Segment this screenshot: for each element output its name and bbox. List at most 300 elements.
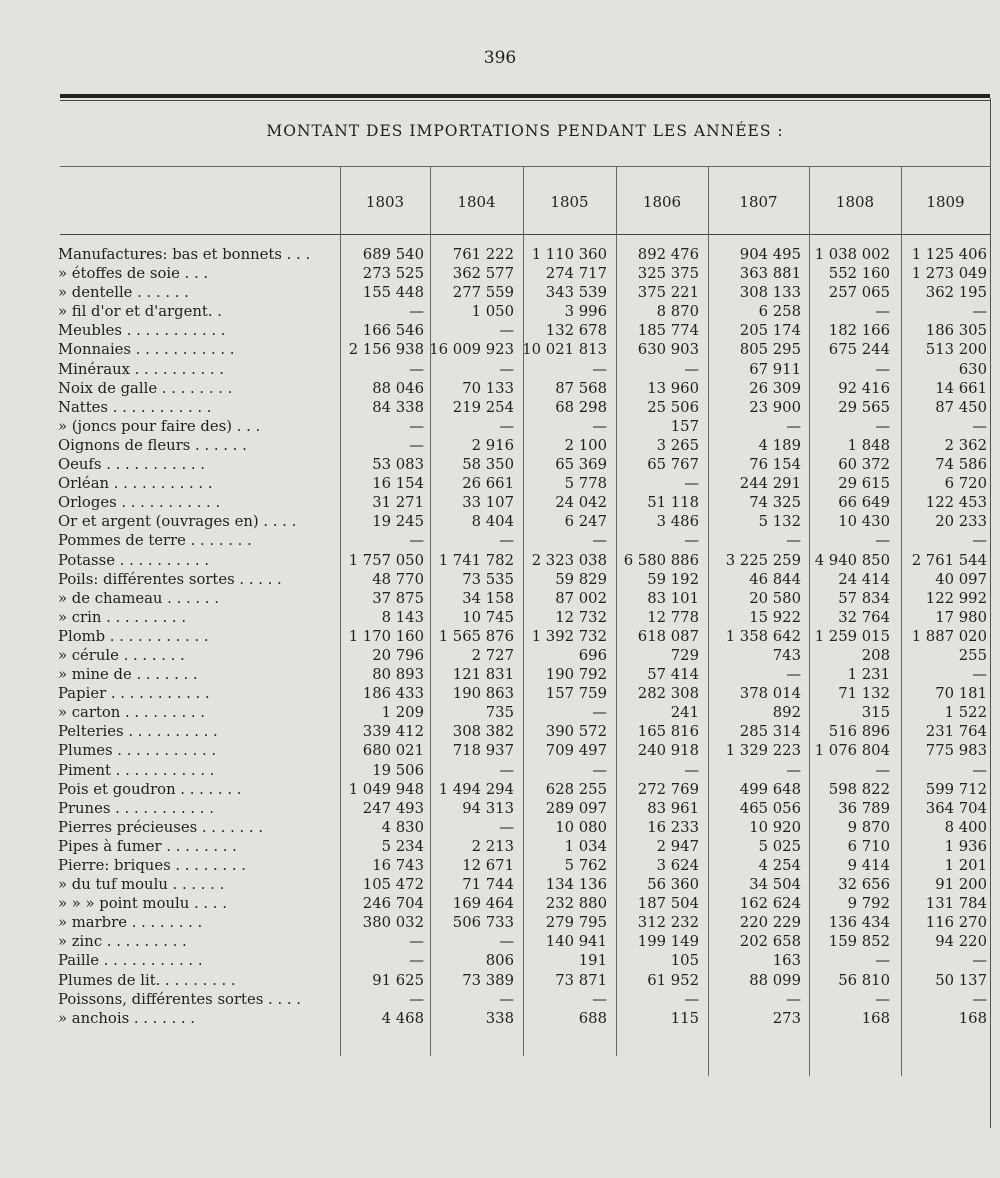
cell-1803: — [409, 360, 424, 378]
table-row [0, 302, 1000, 321]
cell-1806: 325 375 [637, 265, 699, 283]
table-row [0, 932, 1000, 951]
cell-1804: 2 727 [471, 646, 514, 664]
cell-1803: 31 271 [372, 494, 424, 512]
year-header-bottom-rule [60, 234, 990, 235]
cell-1804: 94 313 [462, 799, 514, 817]
cell-1807: 10 920 [749, 818, 801, 836]
row-label: » cérule . . . . . . . [58, 646, 185, 664]
cell-1805: 1 034 [564, 837, 607, 855]
cell-1808: — [875, 952, 890, 970]
cell-1809: 40 097 [935, 570, 987, 588]
cell-1807: 23 900 [749, 398, 801, 416]
row-label: Minéraux . . . . . . . . . . [58, 360, 225, 378]
cell-1807: 76 154 [749, 456, 801, 474]
table-row [0, 589, 1000, 608]
cell-1804: 2 213 [471, 837, 514, 855]
cell-1807: 3 225 259 [725, 551, 801, 569]
cell-1806: 3 486 [656, 513, 699, 531]
cell-1803: 273 525 [362, 265, 424, 283]
row-label: Prunes . . . . . . . . . . . [58, 799, 214, 817]
cell-1809: 122 453 [925, 494, 987, 512]
cell-1803: 105 472 [362, 876, 424, 894]
cell-1807: 205 174 [739, 322, 801, 340]
row-label: Orléan . . . . . . . . . . . [58, 475, 213, 493]
cell-1804: 34 158 [462, 589, 514, 607]
cell-1809: — [972, 952, 987, 970]
cell-1808: — [875, 303, 890, 321]
cell-1808: — [875, 360, 890, 378]
header-rule-thick [60, 94, 990, 98]
row-label: Potasse . . . . . . . . . . [58, 551, 210, 569]
row-label: Nattes . . . . . . . . . . . [58, 398, 212, 416]
cell-1803: 37 875 [372, 589, 424, 607]
cell-1807: 67 911 [749, 360, 801, 378]
row-label: » mine de . . . . . . . [58, 666, 198, 684]
cell-1809: — [972, 303, 987, 321]
cell-1809: 1 273 049 [911, 265, 987, 283]
cell-1807: 743 [772, 646, 801, 664]
cell-1806: 630 903 [637, 341, 699, 359]
cell-1804: 1 741 782 [438, 551, 514, 569]
cell-1808: 6 710 [847, 837, 890, 855]
cell-1806: 3 624 [656, 857, 699, 874]
cell-1805: 68 298 [555, 398, 607, 416]
table-row [0, 360, 1000, 379]
cell-1807: 46 844 [749, 570, 801, 588]
row-label: Plomb . . . . . . . . . . . [58, 627, 209, 645]
cell-1806: — [684, 532, 699, 550]
cell-1807: 15 922 [749, 608, 801, 626]
cell-1805: 87 002 [555, 589, 607, 607]
table-row [0, 245, 1000, 264]
cell-1807: 1 329 223 [725, 742, 801, 760]
cell-1808: 66 649 [838, 494, 890, 512]
row-label: Plumes . . . . . . . . . . . [58, 742, 217, 760]
cell-1804: 1 050 [471, 303, 514, 321]
table-row [0, 818, 1000, 837]
table-row [0, 321, 1000, 340]
cell-1808: 56 810 [838, 971, 890, 989]
row-label: » fil d'or et d'argent. . [58, 303, 222, 321]
cell-1805: — [592, 417, 607, 435]
table-row [0, 722, 1000, 741]
cell-1803: 16 743 [372, 857, 424, 874]
cell-1804: 70 133 [462, 379, 514, 397]
cell-1807: 202 658 [739, 933, 801, 951]
cell-1808: 168 [861, 1009, 890, 1027]
header-rule-thin [60, 100, 990, 101]
row-label: » étoffes de soie . . . [58, 265, 209, 283]
table-row [0, 684, 1000, 703]
cell-1803: 339 412 [362, 723, 424, 741]
cell-1807: — [786, 666, 801, 684]
cell-1809: 70 181 [935, 685, 987, 703]
row-label: Pommes de terre . . . . . . . [58, 532, 252, 550]
cell-1805: 274 717 [545, 265, 607, 283]
row-label: Pois et goudron . . . . . . . [58, 780, 242, 798]
table-row [0, 512, 1000, 531]
cell-1809: — [972, 990, 987, 1008]
page-number: 396 [483, 48, 517, 68]
cell-1807: 499 648 [739, 780, 801, 798]
cell-1803: 1 757 050 [348, 551, 424, 569]
cell-1809: — [972, 417, 987, 435]
row-label: » crin . . . . . . . . . [58, 608, 187, 626]
cell-1804: 806 [485, 952, 514, 970]
cell-1803: 1 170 160 [348, 627, 424, 645]
row-label: Monnaies . . . . . . . . . . . [58, 341, 235, 359]
cell-1808: 257 065 [828, 284, 890, 302]
row-label: Poissons, différentes sortes . . . . [58, 990, 301, 1008]
cell-1803: 4 830 [381, 818, 424, 836]
table-row [0, 646, 1000, 665]
cell-1804: — [499, 360, 514, 378]
cell-1803: — [409, 933, 424, 951]
cell-1808: 552 160 [828, 265, 890, 283]
row-label: Manufactures: bas et bonnets . . . [58, 246, 311, 263]
cell-1804: 73 389 [462, 971, 514, 989]
cell-1806: 12 778 [647, 608, 699, 626]
cell-1809: 186 305 [925, 322, 987, 340]
row-label: » anchois . . . . . . . [58, 1009, 196, 1027]
cell-1806: 51 118 [647, 494, 699, 512]
table-title: MONTANT DES IMPORTATIONS PENDANT LES ANNÉES : [266, 122, 784, 140]
cell-1803: 2 156 938 [348, 341, 424, 359]
table-row [0, 570, 1000, 589]
cell-1803: 8 143 [381, 608, 424, 626]
cell-1806: 199 149 [637, 933, 699, 951]
row-label: » dentelle . . . . . . [58, 284, 189, 302]
cell-1808: — [875, 990, 890, 1008]
cell-1805: 191 [578, 952, 607, 970]
cell-1808: 60 372 [838, 456, 890, 474]
cell-1803: 186 433 [362, 685, 424, 703]
cell-1805: 134 136 [545, 876, 607, 894]
cell-1807: 162 624 [739, 895, 801, 913]
cell-1806: 282 308 [637, 685, 699, 703]
table-row [0, 493, 1000, 512]
year-header-1804: 1804 [457, 193, 496, 211]
cell-1809: 362 195 [925, 284, 987, 302]
cell-1804: 1 565 876 [438, 627, 514, 645]
cell-1806: 56 360 [647, 876, 699, 894]
year-header-1805: 1805 [550, 193, 589, 211]
row-label: » zinc . . . . . . . . . [58, 933, 187, 951]
cell-1807: 285 314 [739, 723, 801, 741]
row-label: » marbre . . . . . . . . [58, 914, 203, 932]
cell-1808: 136 434 [828, 914, 890, 932]
table-row [0, 703, 1000, 722]
cell-1807: 244 291 [739, 475, 801, 493]
cell-1805: 289 097 [545, 799, 607, 817]
cell-1804: 362 577 [452, 265, 514, 283]
cell-1805: 6 247 [564, 513, 607, 531]
cell-1803: 16 154 [372, 475, 424, 493]
cell-1804: 308 382 [452, 723, 514, 741]
cell-1807: 163 [772, 952, 801, 970]
cell-1803: — [409, 303, 424, 321]
cell-1804: 33 107 [462, 494, 514, 512]
cell-1808: — [875, 761, 890, 779]
row-label: Paille . . . . . . . . . . . [58, 952, 203, 970]
cell-1809: 168 [958, 1009, 987, 1027]
cell-1809: 91 200 [935, 876, 987, 894]
cell-1809: 1 936 [944, 837, 987, 855]
row-label: » de chameau . . . . . . [58, 589, 219, 607]
cell-1808: 57 834 [838, 589, 890, 607]
cell-1807: 20 580 [749, 589, 801, 607]
cell-1804: — [499, 532, 514, 550]
cell-1804: — [499, 417, 514, 435]
cell-1809: — [972, 532, 987, 550]
cell-1804: 735 [485, 704, 514, 722]
year-header-1809: 1809 [926, 193, 965, 211]
year-header-1806: 1806 [642, 193, 682, 211]
cell-1803: 247 493 [362, 799, 424, 817]
table-row [0, 283, 1000, 302]
cell-1809: 87 450 [935, 398, 987, 416]
table-row [0, 474, 1000, 493]
table-row [0, 913, 1000, 932]
cell-1804: 12 671 [462, 857, 514, 874]
table-row [0, 417, 1000, 436]
cell-1803: — [409, 417, 424, 435]
cell-1809: 1 887 020 [911, 627, 987, 645]
row-label: Oignons de fleurs . . . . . . [58, 436, 247, 454]
row-label: » du tuf moulu . . . . . . [58, 876, 225, 894]
cell-1809: 14 661 [935, 379, 987, 397]
cell-1809: 74 586 [935, 456, 987, 474]
cell-1809: — [972, 761, 987, 779]
cell-1804: 2 916 [471, 436, 514, 454]
cell-1804: 219 254 [452, 398, 514, 416]
table-row [0, 856, 1000, 875]
row-label: Oeufs . . . . . . . . . . . [58, 456, 205, 474]
cell-1806: — [684, 360, 699, 378]
cell-1806: 157 [670, 417, 699, 435]
cell-1803: 20 796 [372, 646, 424, 664]
cell-1809: 8 400 [944, 818, 987, 836]
table-row [0, 894, 1000, 913]
cell-1808: 1 076 804 [814, 742, 890, 760]
cell-1806: 3 265 [656, 436, 699, 454]
cell-1808: 24 414 [838, 570, 890, 588]
cell-1809: 513 200 [925, 341, 987, 359]
cell-1806: 729 [670, 646, 699, 664]
cell-1806: 892 476 [637, 246, 699, 263]
table-row [0, 741, 1000, 760]
cell-1803: 155 448 [362, 284, 424, 302]
cell-1807: 904 495 [739, 246, 801, 263]
table-row [0, 531, 1000, 550]
cell-1805: 232 880 [545, 895, 607, 913]
cell-1803: — [409, 436, 424, 454]
cell-1808: 36 789 [838, 799, 890, 817]
cell-1805: 59 829 [555, 570, 607, 588]
cell-1808: 32 764 [838, 608, 890, 626]
cell-1807: 4 254 [758, 857, 801, 874]
row-label: Or et argent (ouvrages en) . . . . [58, 513, 297, 531]
table-row [0, 608, 1000, 627]
cell-1809: 775 983 [925, 742, 987, 760]
cell-1807: 892 [772, 704, 801, 722]
cell-1803: 5 234 [381, 837, 424, 855]
table-row [0, 799, 1000, 818]
cell-1807: 6 258 [758, 303, 801, 321]
cell-1804: 169 464 [452, 895, 514, 913]
cell-1805: — [592, 990, 607, 1008]
cell-1808: 9 414 [847, 857, 890, 874]
cell-1806: 241 [670, 704, 699, 722]
cell-1807: 34 504 [749, 876, 801, 894]
cell-1806: 115 [670, 1009, 699, 1027]
cell-1804: — [499, 933, 514, 951]
cell-1804: 10 745 [462, 608, 514, 626]
cell-1807: 805 295 [739, 341, 801, 359]
cell-1808: 4 940 850 [814, 551, 890, 569]
cell-1809: 599 712 [925, 780, 987, 798]
cell-1803: — [409, 990, 424, 1008]
cell-1808: 516 896 [828, 723, 890, 741]
cell-1807: 220 229 [739, 914, 801, 932]
cell-1805: 65 369 [555, 456, 607, 474]
cell-1805: 10 080 [555, 818, 607, 836]
table-row [0, 990, 1000, 1009]
cell-1803: 19 245 [372, 513, 424, 531]
row-label: » (joncs pour faire des) . . . [58, 417, 261, 435]
cell-1806: 618 087 [637, 627, 699, 645]
cell-1809: 364 704 [925, 799, 987, 817]
cell-1804: 73 535 [462, 570, 514, 588]
cell-1804: 121 831 [452, 666, 514, 684]
cell-1804: 190 863 [452, 685, 514, 703]
cell-1805: 343 539 [545, 284, 607, 302]
cell-1808: — [875, 417, 890, 435]
table-row [0, 951, 1000, 970]
cell-1804: 58 350 [462, 456, 514, 474]
cell-1809: 1 201 [944, 857, 987, 874]
cell-1807: 5 025 [758, 837, 801, 855]
cell-1808: 29 565 [838, 398, 890, 416]
cell-1805: 190 792 [545, 666, 607, 684]
year-header-top-rule [60, 166, 990, 167]
cell-1806: 185 774 [637, 322, 699, 340]
year-header-1808: 1808 [835, 193, 875, 211]
cell-1808: 1 259 015 [814, 627, 890, 645]
cell-1804: — [499, 990, 514, 1008]
cell-1805: 12 732 [555, 608, 607, 626]
table-row [0, 455, 1000, 474]
cell-1809: 2 362 [944, 436, 987, 454]
cell-1807: — [786, 417, 801, 435]
cell-1805: 5 778 [564, 475, 607, 493]
cell-1808: 1 848 [847, 436, 890, 454]
cell-1809: — [972, 666, 987, 684]
cell-1803: 84 338 [372, 398, 424, 416]
cell-1808: 675 244 [828, 341, 890, 359]
table-row [0, 436, 1000, 455]
year-header-1807: 1807 [739, 193, 778, 211]
cell-1808: 29 615 [838, 475, 890, 493]
table-row [0, 665, 1000, 684]
cell-1806: 2 947 [656, 837, 699, 855]
cell-1808: — [875, 532, 890, 550]
cell-1807: 5 132 [758, 513, 801, 531]
cell-1803: 166 546 [362, 322, 424, 340]
cell-1805: — [592, 360, 607, 378]
cell-1806: 187 504 [637, 895, 699, 913]
row-label: Pipes à fumer . . . . . . . . [58, 837, 237, 855]
row-label: » » » point moulu . . . . [58, 895, 227, 913]
cell-1806: — [684, 475, 699, 493]
cell-1805: 1 392 732 [531, 627, 607, 645]
cell-1808: 1 231 [847, 666, 890, 684]
cell-1806: 165 816 [637, 723, 699, 741]
cell-1805: 696 [578, 646, 607, 664]
cell-1804: 506 733 [452, 914, 514, 932]
cell-1806: 25 506 [647, 398, 699, 416]
cell-1803: 91 625 [372, 971, 424, 989]
cell-1808: 9 792 [847, 895, 890, 913]
cell-1806: 13 960 [647, 379, 699, 397]
year-header-1803: 1803 [365, 193, 405, 211]
cell-1809: 116 270 [925, 914, 987, 932]
row-label: Piment . . . . . . . . . . . [58, 761, 215, 779]
cell-1803: 4 468 [381, 1009, 424, 1027]
cell-1805: 688 [578, 1009, 607, 1027]
cell-1804: 277 559 [452, 284, 514, 302]
row-label: Pierres précieuses . . . . . . . [58, 818, 264, 836]
row-label: Poils: différentes sortes . . . . . [58, 570, 282, 588]
cell-1806: 375 221 [637, 284, 699, 302]
cell-1804: 718 937 [452, 742, 514, 760]
cell-1803: 19 506 [372, 761, 424, 779]
cell-1809: 231 764 [925, 723, 987, 741]
cell-1809: 630 [958, 360, 987, 378]
cell-1806: — [684, 761, 699, 779]
cell-1803: 1 049 948 [348, 780, 424, 798]
cell-1809: 255 [958, 646, 987, 664]
table-row [0, 379, 1000, 398]
table-row [0, 551, 1000, 570]
cell-1806: 83 961 [647, 799, 699, 817]
row-label: Noix de galle . . . . . . . . [58, 379, 233, 397]
cell-1808: 9 870 [847, 818, 890, 836]
cell-1805: 132 678 [545, 322, 607, 340]
cell-1808: 598 822 [828, 780, 890, 798]
table-row [0, 264, 1000, 283]
cell-1803: 48 770 [372, 570, 424, 588]
cell-1808: 71 132 [838, 685, 890, 703]
cell-1803: 80 893 [372, 666, 424, 684]
cell-1803: 380 032 [362, 914, 424, 932]
cell-1808: 1 038 002 [814, 246, 890, 263]
cell-1806: 65 767 [647, 456, 699, 474]
cell-1809: 1 125 406 [911, 246, 987, 263]
cell-1807: — [786, 761, 801, 779]
cell-1805: — [592, 532, 607, 550]
table-row [0, 780, 1000, 799]
cell-1803: — [409, 952, 424, 970]
cell-1804: 338 [485, 1009, 514, 1027]
cell-1805: 5 762 [564, 857, 607, 874]
cell-1805: 1 110 360 [531, 246, 607, 263]
cell-1804: 26 661 [462, 475, 514, 493]
table-row [0, 1009, 1000, 1028]
table-row [0, 627, 1000, 646]
cell-1805: 87 568 [555, 379, 607, 397]
